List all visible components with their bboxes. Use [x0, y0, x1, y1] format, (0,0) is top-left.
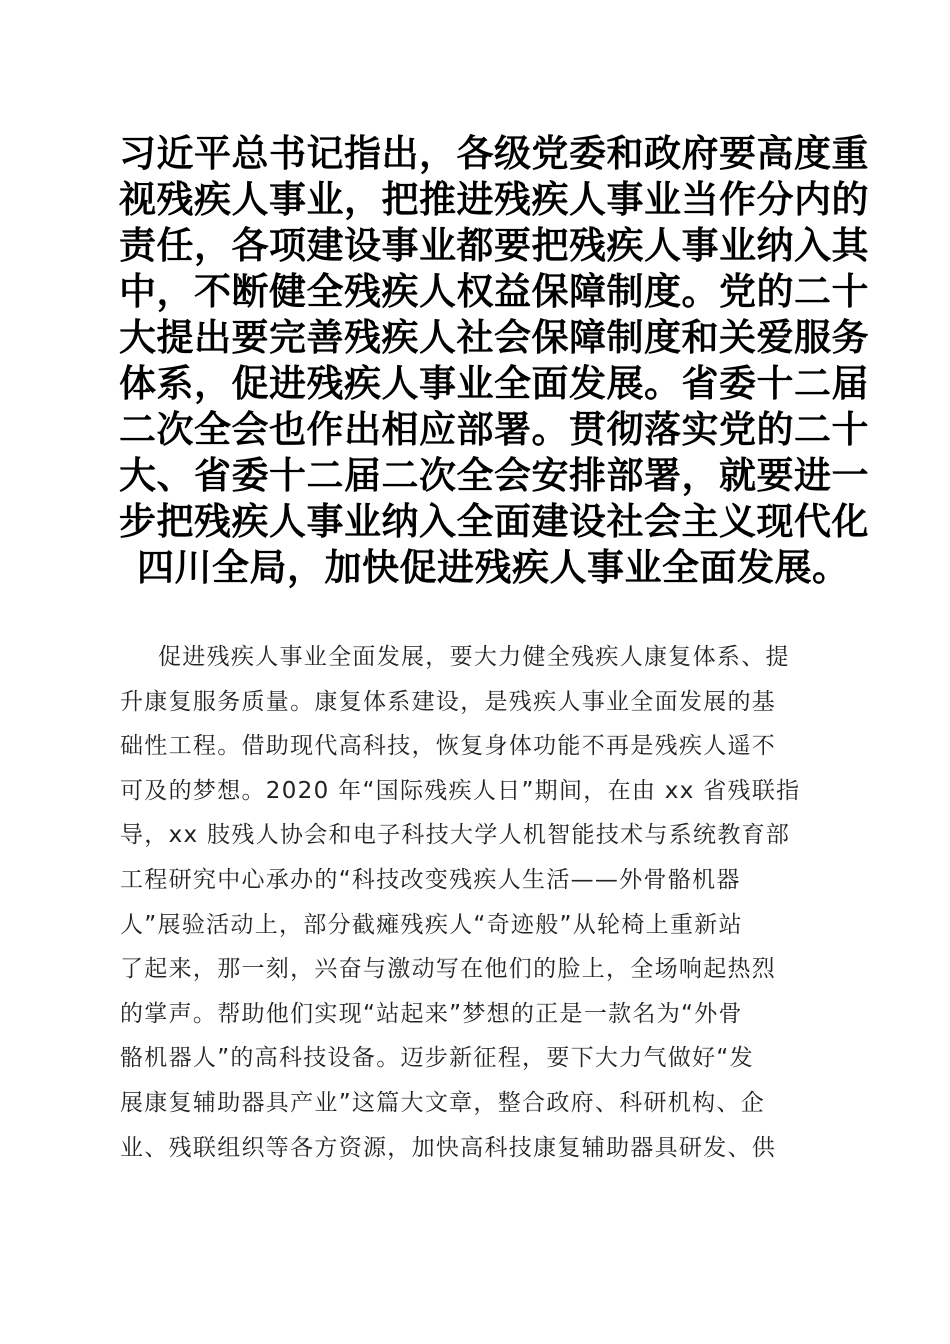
lead-line: 大提出要完善残疾人社会保障制度和关爱服务 — [119, 315, 869, 359]
lead-line: 二次全会也作出相应部署。贯彻落实党的二十 — [119, 407, 869, 451]
body-line: 业、残联组织等各方资源，加快高科技康复辅助器具研发、供 — [120, 1134, 777, 1161]
body-line: 的掌声。帮助他们实现“站起来”梦想的正是一款名为“外骨 — [120, 1000, 743, 1027]
body-line: 人”展验活动上，部分截瘫残疾人“奇迹般”从轮椅上重新站 — [120, 911, 743, 938]
body-line: 促进残疾人事业全面发展，要大力健全残疾人康复体系、提 — [158, 644, 790, 670]
body-line: 骼机器人”的高科技设备。迈步新征程，要下大力气做好“发 — [120, 1045, 754, 1072]
lead-line: 四川全局，加快促进残疾人事业全面发展。 — [137, 545, 850, 589]
lead-line: 责任，各项建设事业都要把残疾人事业纳入其 — [119, 223, 869, 267]
body-line: 了起来，那一刻，兴奋与激动写在他们的脸上，全场响起热烈 — [120, 956, 777, 983]
lead-paragraph — [119, 130, 869, 590]
lead-line: 大、省委十二届二次全会安排部署，就要进一 — [119, 453, 869, 497]
lead-line: 体系，促进残疾人事业全面发展。省委十二届 — [119, 361, 869, 405]
body-line: 展康复辅助器具产业”这篇大文章，整合政府、科研机构、企 — [120, 1089, 766, 1116]
body-paragraph — [120, 635, 830, 1170]
lead-line: 视残疾人事业，把推进残疾人事业当作分内的 — [119, 177, 869, 221]
body-line: 础性工程。借助现代高科技，恢复身体功能不再是残疾人遥不 — [120, 733, 777, 760]
lead-line: 中，不断健全残疾人权益保障制度。党的二十 — [119, 269, 869, 313]
body-line: 工程研究中心承办的“科技改变残疾人生活——外骨骼机器 — [120, 866, 741, 893]
lead-line: 步把残疾人事业纳入全面建设社会主义现代化 — [119, 499, 869, 543]
body-line: 可及的梦想。2020 年“国际残疾人日”期间，在由 xx 省残联指 — [120, 777, 801, 804]
lead-line: 习近平总书记指出，各级党委和政府要高度重 — [119, 131, 869, 175]
body-line: 导，xx 肢残人协会和电子科技大学人机智能技术与系统教育部 — [120, 822, 791, 849]
body-line: 升康复服务质量。康复体系建设，是残疾人事业全面发展的基 — [120, 688, 777, 715]
